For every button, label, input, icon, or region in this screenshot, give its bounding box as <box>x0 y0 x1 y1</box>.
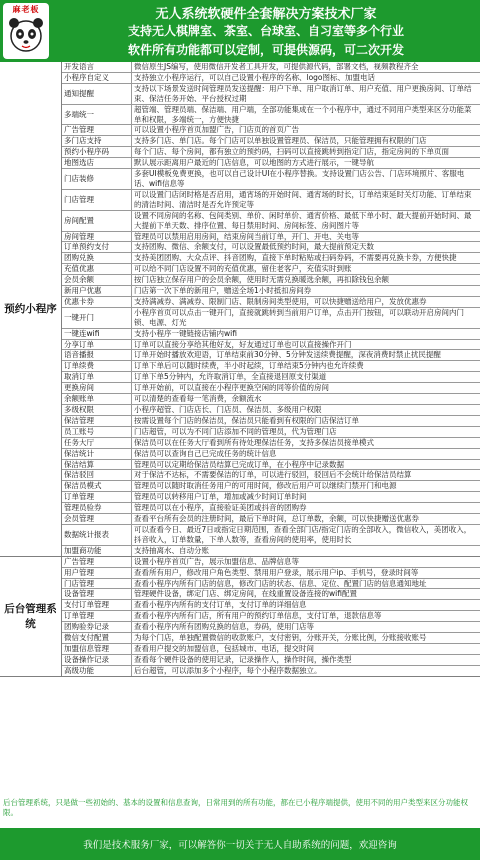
table-row <box>62 286 480 297</box>
feature-name: 新用户优惠 <box>62 286 132 296</box>
feature-name: 保洁管理 <box>62 416 132 426</box>
feature-description: 小程序超管、门店店长、门店员、保洁员、多级用户权限 <box>134 405 322 414</box>
feature-description: 设置不同房间的名称、包间类别、单价、闲时单价、通宵价格、最低下单小时、最大提前开始时间、最大提前下单天数、排序位置、每日禁用时间、房间标签、房间图片等 <box>134 210 472 230</box>
feature-name: 员工账号 <box>62 427 132 437</box>
feature-description: 查看小程序内所有门店的信息，修改门店的状态、信息、定位、配置门店的信息通知地址 <box>134 578 427 588</box>
feature-name: 多级权限 <box>62 405 132 415</box>
feature-description: 查看所有用户，修改用户角色类型、禁用用户登录，展示用户ip、手机号，登录时间等 <box>134 567 419 577</box>
feature-description: 订单下单后可以随时续费，半小时起续，订单结束5分钟内也允许续费 <box>134 361 364 371</box>
feature-description: 后台超管，可以添加多个小程序，每个小程序数据独立。 <box>134 665 322 675</box>
feature-name: 团购兑换 <box>62 253 132 263</box>
feature-name: 取消订单 <box>62 372 132 382</box>
table-section <box>0 62 480 557</box>
feature-description: 多套UI模板免费更换，也可以自己设计UI在小程序替换。支持设置门店公告、门店环境照片、客服电话、wifi信息等 <box>134 169 465 188</box>
feature-name: 一键连wifi <box>62 329 132 339</box>
feature-description: 对于保洁不达标，不需要保洁的订单，可以进行驳回，驳回后不会统计给保洁员结算 <box>134 470 412 480</box>
table-row <box>62 405 480 416</box>
feature-description: 管理员可以在小程序，直接验证美团或抖音的团购券 <box>134 503 307 513</box>
table-row <box>62 568 480 579</box>
feature-description: 保洁员可以在任务大厅看到所有待处理保洁任务，支持多保洁员接单模式 <box>134 437 374 447</box>
feature-description: 微信原生JS编写，使用微信开发者工具开发，可提供源代码，部署文档，视频教程齐全 <box>134 62 419 71</box>
table-row <box>62 232 480 243</box>
feature-name: 用户管理 <box>62 568 132 578</box>
feature-description: 管理员可以转移用户订单，增加或减少时间订单时间 <box>134 492 307 502</box>
feature-name: 门店管理 <box>62 579 132 589</box>
brand-logo <box>3 3 49 59</box>
feature-description: 小程序首页可以点击一键开门，直接就跳转到当前用户订单，点击开门按钮，可以联动开启房间内门锁、电源、灯光 <box>134 307 464 327</box>
feature-name: 加盟信息管理 <box>62 644 132 654</box>
section-rows <box>62 557 480 676</box>
table-row <box>62 460 480 471</box>
feature-description: 设置小程序首页广告，展示加盟信息、品牌信息等 <box>134 556 299 566</box>
feature-name: 订单管理 <box>62 492 132 502</box>
feature-name: 优惠卡券 <box>62 297 132 307</box>
feature-name: 保洁统计 <box>62 449 132 459</box>
table-row <box>62 416 480 427</box>
table-row <box>62 136 480 147</box>
footer-banner <box>0 828 480 860</box>
feature-description: 查看每个硬件设备的使用记录，记录操作人，操作时间，操作类型 <box>134 654 352 664</box>
feature-name: 团购验券记录 <box>62 622 132 632</box>
table-row <box>62 297 480 308</box>
feature-name: 地图选店 <box>62 158 132 168</box>
feature-name: 房间配置 <box>62 211 132 231</box>
feature-name: 保洁驳回 <box>62 470 132 480</box>
panda-icon <box>6 14 46 56</box>
table-row <box>62 449 480 460</box>
table-section <box>0 557 480 677</box>
feature-name: 广告管理 <box>62 557 132 567</box>
feature-description: 管理硬件设备，绑定门店、绑定房间，在线重置设备连接的wifi配置 <box>134 589 357 599</box>
table-row <box>62 546 480 556</box>
header-tagline: 软件所有功能都可以定制，可提供源码，可二次开发 <box>127 43 404 57</box>
feature-name: 数据统计报表 <box>62 525 132 545</box>
feature-description: 支持团购、微信、余额支付，可以设置最低预约时间，最大提前预定天数 <box>134 242 374 252</box>
feature-description: 查看用户提交的加盟信息，包括城市、电话，提交时间 <box>134 643 314 653</box>
table-row <box>62 644 480 655</box>
feature-name: 设备管理 <box>62 589 132 599</box>
feature-description: 查看小程序内所有团购兑换的信息，券码，使用门店等 <box>134 622 314 632</box>
feature-description: 每个门店、每个房间，都有独立的预约码，扫码可以直接跳转到指定门店，指定房间的下单页面 <box>134 147 449 157</box>
table-row <box>62 600 480 611</box>
feature-description: 可以查看今日、最近7日或指定日期范围，查看全部门店/指定门店的全部收入，微信收入，美团收入，抖音收入，订单数量，下单人数等，查看房间的使用率，使用时长 <box>134 524 472 544</box>
table-row <box>62 525 480 546</box>
table-row <box>62 253 480 264</box>
table-row <box>62 579 480 590</box>
feature-description: 超管端、管理员端、保洁端、用户端，全部功能集成在一个小程序中，通过不同用户类型来区分功能菜单和权限，多端统一，方便快捷 <box>134 104 472 124</box>
feature-description: 订单开始时播放欢迎语，订单结束前30分钟、5分钟发送续费提醒，深夜消费时禁止扰民提醒 <box>134 350 441 360</box>
table-row <box>62 666 480 676</box>
feature-description: 支持多门店、单门店。每个门店可以单独设置管理员、保洁员，只能管理拥有权限的门店 <box>134 136 427 146</box>
table-row <box>62 147 480 158</box>
feature-name: 微信支付配置 <box>62 633 132 643</box>
feature-description: 支持美团团购、大众点评、抖音团购，直接下单时粘贴或扫码券码，不需要再兑换卡券，方便快捷 <box>134 253 457 263</box>
feature-name: 分享订单 <box>62 340 132 350</box>
section-category: 后台管理系统 <box>0 557 62 676</box>
feature-name: 加盟商功能 <box>62 546 132 556</box>
header-titles <box>52 0 480 62</box>
table-row <box>62 514 480 525</box>
table-row <box>62 383 480 394</box>
feature-name: 通知提醒 <box>62 84 132 104</box>
feature-name: 订单续费 <box>62 361 132 371</box>
feature-name: 保洁结算 <box>62 460 132 470</box>
table-row <box>62 73 480 84</box>
table-row <box>62 169 480 190</box>
feature-name: 余额账单 <box>62 394 132 404</box>
feature-description: 管理员可以定期给保洁员结算已完成订单，在小程序中记录数据 <box>134 459 344 469</box>
table-row <box>62 622 480 633</box>
section-category: 预约小程序 <box>0 62 62 556</box>
table-row <box>62 190 480 211</box>
header-subtitle: 支持无人棋牌室、茶室、台球室、自习室等多个行业 <box>127 24 404 38</box>
feature-description: 管理员可以禁用启用房间，结束房间当前订单，开门、开电、关电等 <box>134 231 359 241</box>
feature-name: 小程序自定义 <box>62 73 132 83</box>
feature-name: 高级功能 <box>62 666 132 676</box>
feature-name: 保洁员模式 <box>62 481 132 491</box>
table-row <box>62 62 480 73</box>
feature-name: 更换房间 <box>62 383 132 393</box>
feature-description: 支持满减券、满减券、限制门店、限制房间类型使用，可以快捷赠送给用户，发放优惠券 <box>134 296 427 306</box>
feature-description: 查看小程序内所有门店，所有用户的预约订单信息，支付订单，退款信息等 <box>134 611 382 621</box>
feature-description: 默认展示距离用户最近的门店信息，可以地图的方式进行展示，一键导航 <box>134 158 374 168</box>
header-title: 无人系统软硬件全套解决方案技术厂家 <box>155 7 377 22</box>
table-row <box>62 158 480 169</box>
feature-name: 管理员验券 <box>62 503 132 513</box>
feature-name: 会员管理 <box>62 514 132 524</box>
table-row <box>62 438 480 449</box>
table-row <box>62 350 480 361</box>
feature-description: 可以清楚的查看每一笔消费，余额流水 <box>134 394 262 404</box>
feature-description: 按门店独立保存用户的会员余额，使用时无需兑换暖选余额，再扣除钱包余额 <box>134 275 389 285</box>
logo-text: 麻老板 <box>12 5 40 14</box>
table-row <box>62 427 480 438</box>
table-row <box>62 611 480 622</box>
table-row <box>62 655 480 666</box>
feature-name: 多端统一 <box>62 105 132 125</box>
note-text: 后台管理系统，只是做一些初始的、基本的设置和信息查询，日常用到的所有功能，都在已小程序端提供，使用不同的用户类型来区分功能权限。 <box>3 798 468 817</box>
feature-name: 门店管理 <box>62 190 132 210</box>
feature-name: 开发语言 <box>62 62 132 72</box>
feature-name: 一键开门 <box>62 308 132 328</box>
table-row <box>62 633 480 644</box>
feature-description: 管理员可以随时取消任务用户的可用时间，修改后用户可以继续门禁开门和电源 <box>134 481 397 491</box>
feature-description: 订单开始前，可以直接在小程序更换空闲的同等价值的房间 <box>134 383 329 393</box>
feature-description: 门店第一次下单的新用户，赠送全场1小时抵扣房间券 <box>134 286 312 296</box>
feature-description: 为每个门店，单独配置微信的收款账户，支付密钥，分账开关，分账比例，分账接收账号 <box>134 633 427 643</box>
feature-description: 门店超管，可以为不同门店添加不同的管理员，代为管理门店 <box>134 426 337 436</box>
feature-name: 任务大厅 <box>62 438 132 448</box>
feature-name: 订单预约支付 <box>62 242 132 252</box>
feature-table <box>0 62 480 828</box>
table-row <box>62 589 480 600</box>
feature-name: 充值优惠 <box>62 264 132 274</box>
table-row <box>62 242 480 253</box>
feature-description: 保洁员可以查询自己已完成任务的统计信息 <box>134 448 277 458</box>
feature-name: 门店装修 <box>62 169 132 189</box>
feature-description: 查看小程序内所有的支付订单，支付订单的详细信息 <box>134 600 307 610</box>
table-row <box>62 481 480 492</box>
table-row <box>62 308 480 329</box>
feature-name: 支付订单管理 <box>62 600 132 610</box>
table-row <box>62 557 480 568</box>
table-row <box>62 125 480 136</box>
feature-name: 多门店支持 <box>62 136 132 146</box>
feature-name: 会员余额 <box>62 275 132 285</box>
table-row <box>62 372 480 383</box>
table-row <box>62 394 480 405</box>
feature-description: 支持抽离水、自动分账 <box>134 545 209 555</box>
table-row <box>62 329 480 340</box>
table-row <box>62 211 480 232</box>
feature-name: 房间管理 <box>62 232 132 242</box>
feature-name: 预约小程序码 <box>62 147 132 157</box>
feature-description: 支持独立小程序运行，可以自己设置小程序的名称、logo图标、加盟电话 <box>134 72 376 82</box>
table-row <box>62 492 480 503</box>
feature-description: 可以设置小程序首页加盟广告，门店页的首页广告 <box>134 125 299 135</box>
feature-description: 订单可以直接分享给其他好友，好友通过订单也可以直接操作开门 <box>134 339 352 349</box>
header-banner <box>0 0 480 62</box>
footer-text: 我们是技术服务厂家，可以解答你一切关于无人自助系统的问题，欢迎咨询 <box>83 840 397 851</box>
feature-name: 设备操作记录 <box>62 655 132 665</box>
table-row <box>62 503 480 514</box>
table-row <box>62 470 480 481</box>
feature-description: 按需设置每个门店的保洁员，保洁员只能看到有权限的门店保洁订单 <box>134 415 359 425</box>
feature-description: 订单下单5分钟内，允许取消订单，全直接退回原支付渠道 <box>134 372 327 382</box>
feature-name: 广告管理 <box>62 125 132 135</box>
section-rows <box>62 62 480 556</box>
feature-name: 订单管理 <box>62 611 132 621</box>
feature-description: 可以给不同门店设置不同的充值优惠，留住老客户，充值实时到账 <box>134 264 352 274</box>
table-row <box>62 105 480 126</box>
feature-description: 查看平台所有会员的注册时间，最后下单时间，总订单数，余额，可以快捷赠送优惠券 <box>134 514 419 524</box>
table-row <box>62 84 480 105</box>
feature-name: 语音播报 <box>62 350 132 360</box>
table-row <box>62 264 480 275</box>
table-row <box>62 275 480 286</box>
table-row <box>62 361 480 372</box>
feature-description: 支持以下场景发送时间管理员发送提醒：用户下单、用户取消订单、用户充值、用户更换房间、订单结束、保洁任务开始、平台授权过期 <box>134 83 472 103</box>
table-row <box>62 340 480 351</box>
feature-description: 可以设置门店闭时格是否启用，通宵场的开始时间、通宵场的时长，订单结束延时关灯功能、订单结束的清洁时间、清洁时是否允许预定等 <box>134 189 472 209</box>
feature-description: 支持小程序一键链接店铺内wifi <box>134 328 237 338</box>
